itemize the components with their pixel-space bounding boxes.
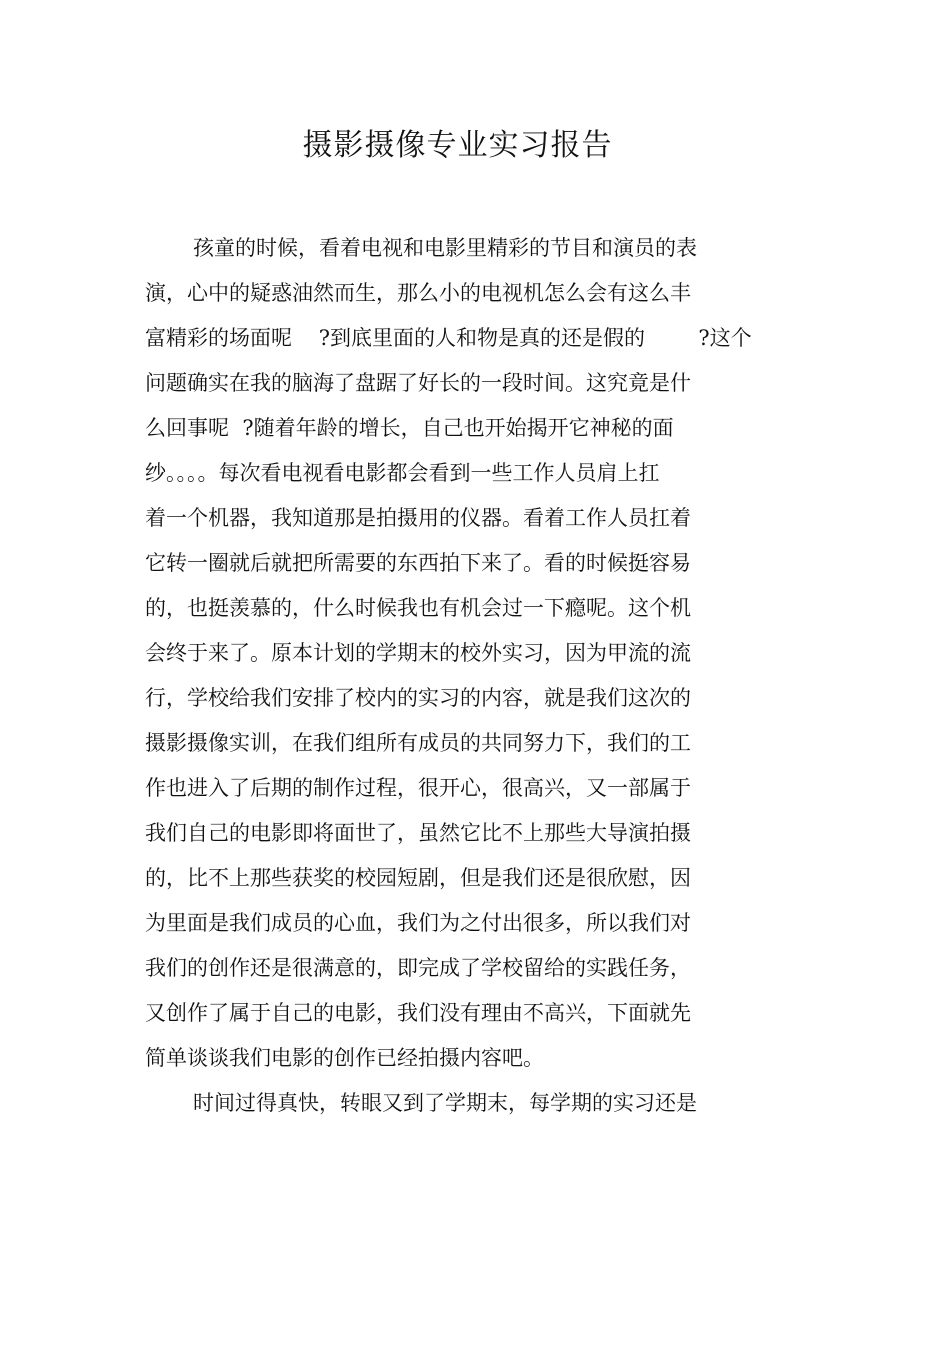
paragraph-line: 的，比不上那些获奖的校园短剧，但是我们还是很欣慰，因 (145, 866, 691, 890)
paragraph-line: 会终于来了。原本计划的学期末的校外实习，因为甲流的流 (145, 641, 691, 665)
document-title: 摄影摄像专业实习报告 (302, 128, 613, 163)
paragraph-line: 演，心中的疑惑油然而生，那么小的电视机怎么会有这么丰 (145, 281, 691, 305)
paragraph-line: 它转一圈就后就把所需要的东西拍下来了。看的时候挺容易 (145, 551, 691, 575)
paragraph-line: 我们的创作还是很满意的，即完成了学校留给的实践任务， (145, 956, 691, 980)
paragraph-line: 纱。。。。每次看电视看电影都会看到一些工作人员肩上扛 (145, 461, 660, 485)
paragraph-line: 富精彩的场面呢 ?到底里面的人和物是真的还是假的 ?这个 (145, 326, 752, 350)
paragraph-line: 行，学校给我们安排了校内的实习的内容，就是我们这次的 (145, 686, 691, 710)
paragraph-line: 我们自己的电影即将面世了，虽然它比不上那些大导演拍摄 (145, 821, 691, 845)
paragraph-line: 着一个机器，我知道那是拍摄用的仪器。看着工作人员扛着 (145, 506, 691, 530)
paragraph-line: 问题确实在我的脑海了盘踞了好长的一段时间。这究竟是什 (145, 371, 691, 395)
paragraph-line: 又创作了属于自己的电影，我们没有理由不高兴，下面就先 (145, 1001, 691, 1025)
paragraph-line: 的，也挺羡慕的，什么时候我也有机会过一下瘾呢。这个机 (145, 596, 691, 620)
paragraph-line: 孩童的时候，看着电视和电影里精彩的节目和演员的表 (193, 236, 697, 260)
paragraph-line: 摄影摄像实训，在我们组所有成员的共同努力下，我们的工 (145, 731, 691, 755)
paragraph-line: 作也进入了后期的制作过程，很开心，很高兴，又一部属于 (145, 776, 691, 800)
paragraph-line: 么回事呢 ?随着年龄的增长，自己也开始揭开它神秘的面 (145, 416, 674, 440)
paragraph-line: 时间过得真快，转眼又到了学期末，每学期的实习还是 (193, 1091, 697, 1115)
paragraph-line: 为里面是我们成员的心血，我们为之付出很多，所以我们对 (145, 911, 691, 935)
paragraph-line: 简单谈谈我们电影的创作已经拍摄内容吧。 (145, 1046, 544, 1070)
